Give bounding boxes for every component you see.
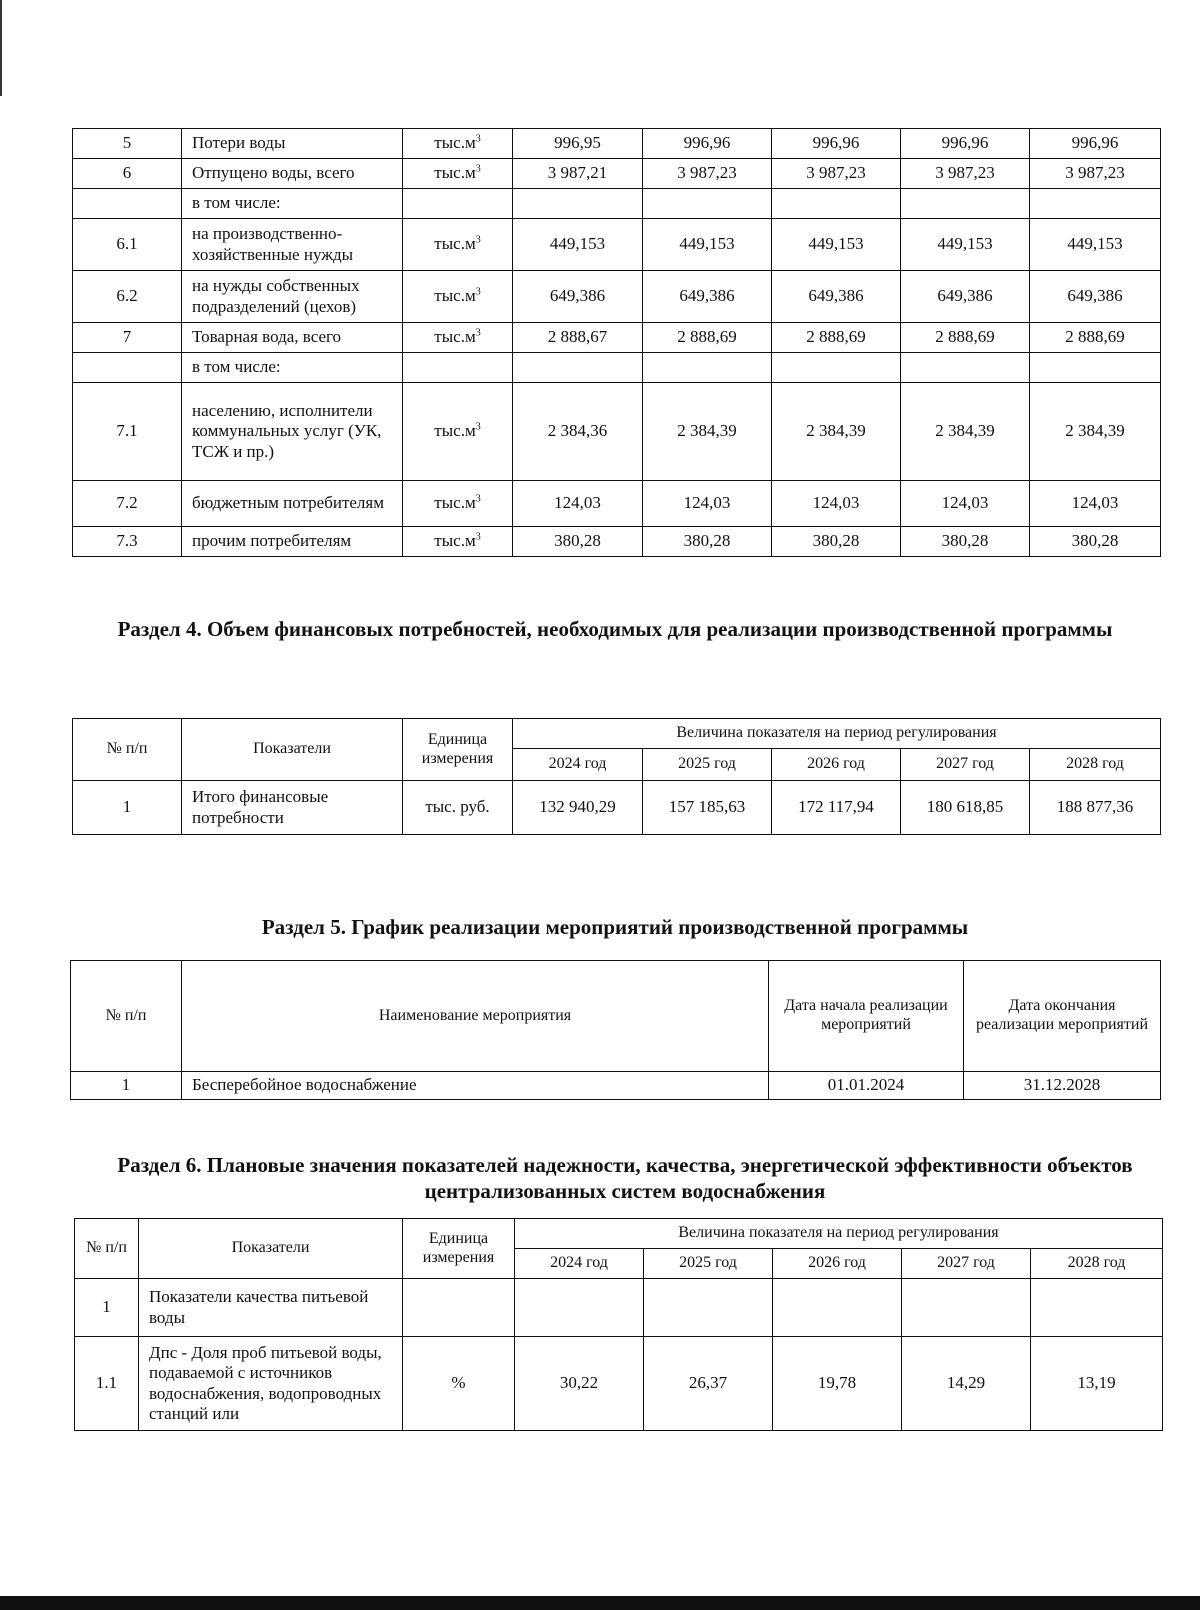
row-value: 14,29 [902, 1337, 1031, 1431]
header-period: Величина показателя на период регулирования [515, 1219, 1163, 1249]
row-num: 6 [73, 159, 182, 189]
unit-text: тыс.м [434, 327, 476, 347]
row-value: 124,03 [513, 481, 643, 527]
row-value: 30,22 [515, 1337, 644, 1431]
row-value [515, 1279, 644, 1337]
row-unit [403, 353, 513, 383]
row-num: 7.1 [73, 383, 182, 481]
row-value: 3 987,21 [513, 159, 643, 189]
row-name: Потери воды [182, 129, 403, 159]
row-value: 996,96 [772, 129, 901, 159]
header-year: 2028 год [1030, 749, 1161, 781]
header-year: 2026 год [772, 749, 901, 781]
row-value: 380,28 [1030, 527, 1161, 557]
row-name: населению, исполнители коммунальных услуг (УК, ТСЖ и пр.) [182, 383, 403, 481]
row-value: 2 888,67 [513, 323, 643, 353]
row-value: 449,153 [643, 219, 772, 271]
row-value: 449,153 [901, 219, 1030, 271]
header-indicator: Показатели [182, 719, 403, 781]
row-name: в том числе: [182, 353, 403, 383]
row-value: 2 888,69 [643, 323, 772, 353]
row-num: 5 [73, 129, 182, 159]
row-num: 1 [71, 1072, 182, 1100]
row-value: 124,03 [772, 481, 901, 527]
row-name: Итого финансовые потребности [182, 781, 403, 835]
unit-text: тыс.м [434, 531, 476, 551]
row-value: 180 618,85 [901, 781, 1030, 835]
row-value: 2 888,69 [772, 323, 901, 353]
table-row [73, 189, 1161, 219]
row-unit [403, 159, 513, 189]
header-year: 2028 год [1031, 1249, 1163, 1279]
row-value: 157 185,63 [643, 781, 772, 835]
unit-exponent: 3 [475, 421, 481, 433]
row-value: 2 384,39 [643, 383, 772, 481]
unit-exponent: 3 [475, 493, 481, 505]
row-num: 7.3 [73, 527, 182, 557]
row-value [772, 189, 901, 219]
row-name: в том числе: [182, 189, 403, 219]
section4-title: Раздел 4. Объем финансовых потребностей, необходимых для реализации производственной программы [117, 617, 1113, 641]
row-name: на нужды собственных подразделений (цехов) [182, 271, 403, 323]
table-row [75, 1337, 1163, 1431]
row-start: 01.01.2024 [769, 1072, 964, 1100]
row-value: 19,78 [773, 1337, 902, 1431]
header-unit: Единица измерения [403, 1219, 515, 1279]
header-num: № п/п [75, 1219, 139, 1279]
unit-exponent: 3 [475, 133, 481, 145]
table-row [73, 353, 1161, 383]
row-value: 26,37 [644, 1337, 773, 1431]
unit-text: тыс.м [434, 421, 476, 441]
row-unit [403, 383, 513, 481]
header-num: № п/п [71, 961, 182, 1072]
header-year: 2026 год [773, 1249, 902, 1279]
header-year: 2024 год [515, 1249, 644, 1279]
row-value: 380,28 [901, 527, 1030, 557]
table-row [73, 219, 1161, 271]
row-unit [403, 323, 513, 353]
schedule-table [70, 960, 1161, 1100]
row-value: 996,96 [1030, 129, 1161, 159]
unit-exponent: 3 [475, 234, 481, 246]
row-name: бюджетным потребителям [182, 481, 403, 527]
table-row [73, 481, 1161, 527]
row-unit [403, 219, 513, 271]
row-num: 6.1 [73, 219, 182, 271]
row-value: 2 888,69 [901, 323, 1030, 353]
row-unit [403, 129, 513, 159]
row-unit: % [403, 1337, 515, 1431]
row-unit [403, 1279, 515, 1337]
row-name: на производственно-хозяйственные нужды [182, 219, 403, 271]
row-value [772, 353, 901, 383]
row-value [1031, 1279, 1163, 1337]
row-value [643, 353, 772, 383]
row-value [513, 189, 643, 219]
row-value [644, 1279, 773, 1337]
unit-exponent: 3 [475, 163, 481, 175]
row-unit: тыс. руб. [403, 781, 513, 835]
row-name: Бесперебойное водоснабжение [182, 1072, 769, 1100]
header-period: Величина показателя на период регулирования [513, 719, 1161, 749]
row-value: 132 940,29 [513, 781, 643, 835]
row-value: 380,28 [772, 527, 901, 557]
row-num [73, 353, 182, 383]
header-unit: Единица измерения [403, 719, 513, 781]
row-value: 3 987,23 [772, 159, 901, 189]
row-value: 2 888,69 [1030, 323, 1161, 353]
row-value [643, 189, 772, 219]
row-value [901, 353, 1030, 383]
unit-exponent: 3 [475, 286, 481, 298]
row-value: 996,96 [901, 129, 1030, 159]
row-name: Отпущено воды, всего [182, 159, 403, 189]
row-num: 7 [73, 323, 182, 353]
row-value [513, 353, 643, 383]
row-unit [403, 481, 513, 527]
row-value: 649,386 [901, 271, 1030, 323]
unit-exponent: 3 [475, 327, 481, 339]
row-name: Дпс - Доля проб питьевой воды, подаваемой с источников водоснабжения, водопроводных станций или [139, 1337, 403, 1431]
row-value: 2 384,39 [1030, 383, 1161, 481]
row-value: 3 987,23 [901, 159, 1030, 189]
header-year: 2027 год [902, 1249, 1031, 1279]
row-value: 380,28 [643, 527, 772, 557]
header-start: Дата начала реализации мероприятий [769, 961, 964, 1072]
row-value: 649,386 [772, 271, 901, 323]
row-value: 124,03 [643, 481, 772, 527]
row-value: 449,153 [1030, 219, 1161, 271]
row-value: 2 384,36 [513, 383, 643, 481]
row-value: 124,03 [901, 481, 1030, 527]
row-value: 2 384,39 [901, 383, 1030, 481]
row-value: 996,95 [513, 129, 643, 159]
row-value: 380,28 [513, 527, 643, 557]
table-row [73, 781, 1161, 835]
row-unit [403, 527, 513, 557]
water-balance-table [72, 128, 1161, 557]
header-end: Дата окончания реализации мероприятий [964, 961, 1161, 1072]
row-name: Товарная вода, всего [182, 323, 403, 353]
row-value: 649,386 [643, 271, 772, 323]
table-row [75, 1279, 1163, 1337]
header-year: 2025 год [643, 749, 772, 781]
row-value: 649,386 [1030, 271, 1161, 323]
header-name: Наименование мероприятия [182, 961, 769, 1072]
header-indicator: Показатели [139, 1219, 403, 1279]
quality-table [74, 1218, 1163, 1431]
row-value: 3 987,23 [643, 159, 772, 189]
row-value: 2 384,39 [772, 383, 901, 481]
row-num: 1 [75, 1279, 139, 1337]
header-year: 2024 год [513, 749, 643, 781]
table-row [73, 129, 1161, 159]
section6-title: Раздел 6. Плановые значения показателей надежности, качества, энергетической эффективности объектов централизованных систем водоснабжения [117, 1153, 1133, 1204]
section5-title: Раздел 5. График реализации мероприятий производственной программы [261, 915, 969, 939]
unit-text: тыс.м [434, 234, 476, 254]
table-row [73, 271, 1161, 323]
row-end: 31.12.2028 [964, 1072, 1161, 1100]
row-value [902, 1279, 1031, 1337]
row-value [1030, 353, 1161, 383]
row-value [901, 189, 1030, 219]
row-value [1030, 189, 1161, 219]
row-value: 449,153 [513, 219, 643, 271]
row-unit [403, 189, 513, 219]
unit-text: тыс.м [434, 493, 476, 513]
row-value: 3 987,23 [1030, 159, 1161, 189]
row-num: 6.2 [73, 271, 182, 323]
row-value: 172 117,94 [772, 781, 901, 835]
table-row [71, 1072, 1161, 1100]
header-year: 2025 год [644, 1249, 773, 1279]
table-row [73, 323, 1161, 353]
row-value: 649,386 [513, 271, 643, 323]
unit-text: тыс.м [434, 163, 476, 183]
row-value: 449,153 [772, 219, 901, 271]
finance-table [72, 718, 1161, 835]
unit-text: тыс.м [434, 133, 476, 153]
row-num: 1 [73, 781, 182, 835]
table-row [73, 159, 1161, 189]
row-value: 188 877,36 [1030, 781, 1161, 835]
row-num: 1.1 [75, 1337, 139, 1431]
row-value: 124,03 [1030, 481, 1161, 527]
unit-exponent: 3 [475, 531, 481, 543]
row-name: Показатели качества питьевой воды [139, 1279, 403, 1337]
scan-edge [0, 1596, 1200, 1610]
row-num: 7.2 [73, 481, 182, 527]
row-value: 996,96 [643, 129, 772, 159]
row-value: 13,19 [1031, 1337, 1163, 1431]
row-unit [403, 271, 513, 323]
row-num [73, 189, 182, 219]
table-row [73, 383, 1161, 481]
row-value [773, 1279, 902, 1337]
header-num: № п/п [73, 719, 182, 781]
table-row [73, 527, 1161, 557]
unit-text: тыс.м [434, 286, 476, 306]
header-year: 2027 год [901, 749, 1030, 781]
row-name: прочим потребителям [182, 527, 403, 557]
scan-edge [0, 0, 2, 96]
